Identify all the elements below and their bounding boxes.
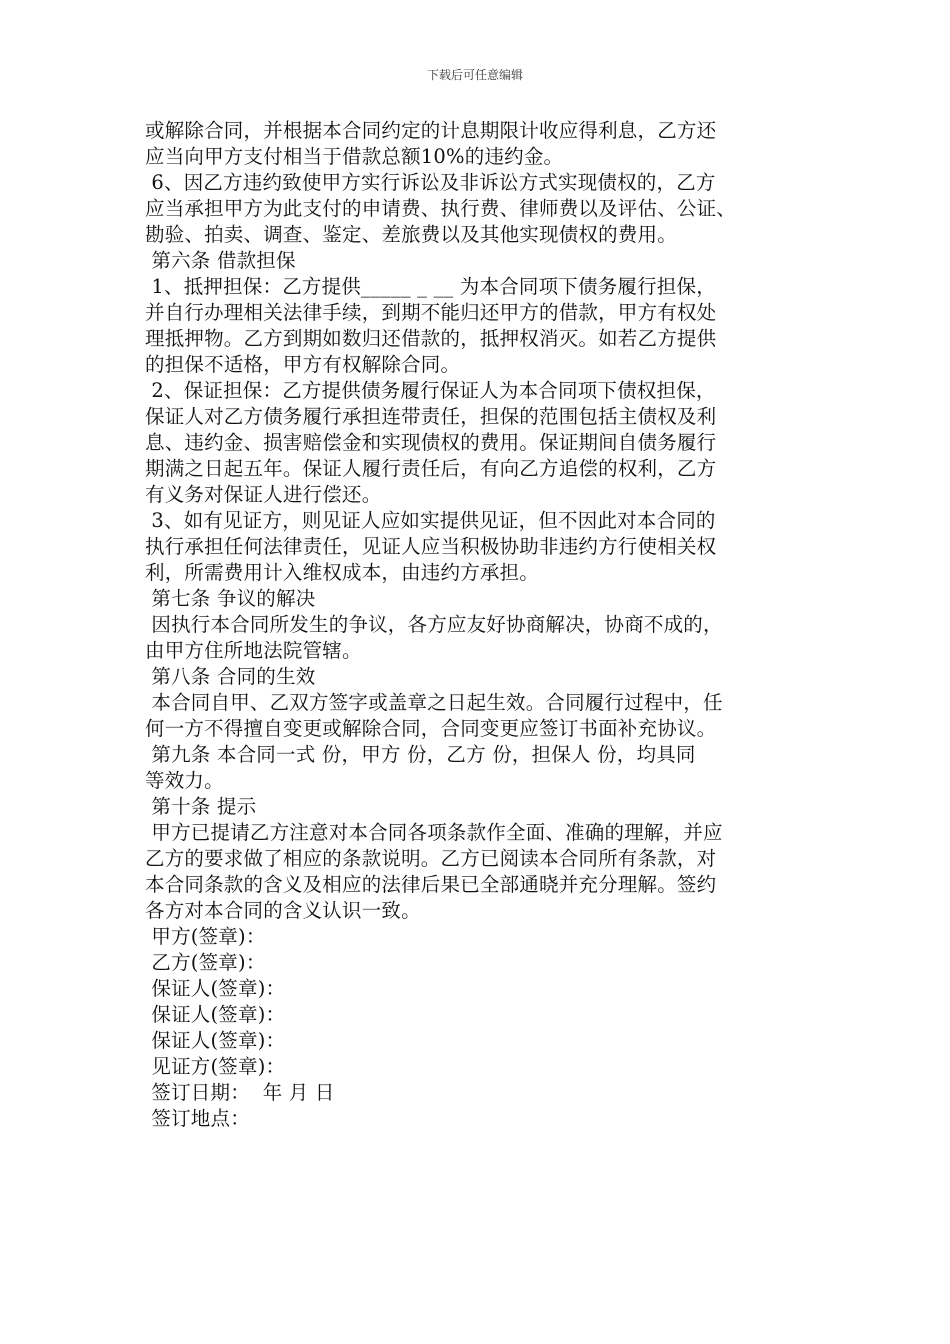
text-line: 3、如有见证方，则见证人应如实提供见证，但不因此对本合同的 bbox=[145, 509, 716, 532]
signature-line-witness: 见证方(签章)： bbox=[145, 1055, 286, 1078]
text-line: 甲方已提请乙方注意对本合同各项条款作全面、准确的理解，并应 bbox=[145, 821, 723, 844]
text-line: 6、因乙方违约致使甲方实行诉讼及非诉讼方式实现债权的，乙方 bbox=[145, 171, 716, 194]
section-heading: 第八条 合同的生效 bbox=[145, 665, 316, 688]
text-line: 应当承担甲方为此支付的申请费、执行费、律师费以及评估、公证、 bbox=[145, 197, 737, 220]
signature-line-party-b: 乙方(签章)： bbox=[145, 951, 266, 974]
text-line: 乙方的要求做了相应的条款说明。乙方已阅读本合同所有条款，对 bbox=[145, 847, 717, 870]
text-line: 因执行本合同所发生的争议，各方应友好协商解决，协商不成的， bbox=[145, 613, 723, 636]
text-line: 2、保证担保：乙方提供债务履行保证人为本合同项下债权担保， bbox=[145, 379, 716, 402]
signature-line-party-a: 甲方(签章)： bbox=[145, 925, 266, 948]
section-heading: 第九条 本合同一式 份，甲方 份，乙方 份，担保人 份，均具同 bbox=[145, 743, 696, 766]
section-heading: 第十条 提示 bbox=[145, 795, 257, 818]
text-line: 息、违约金、损害赔偿金和实现债权的费用。保证期间自债务履行 bbox=[145, 431, 717, 454]
signature-line-guarantor: 保证人(签章)： bbox=[145, 977, 286, 1000]
text-line: 执行承担任何法律责任，见证人应当积极协助非违约方行使相关权 bbox=[145, 535, 717, 558]
page-header-note: 下载后可任意编辑 bbox=[426, 68, 523, 82]
text-line: 本合同自甲、乙双方签字或盖章之日起生效。合同履行过程中，任 bbox=[145, 691, 723, 714]
signing-date-line: 签订日期： 年 月 日 bbox=[145, 1081, 335, 1104]
section-heading: 第七条 争议的解决 bbox=[145, 587, 316, 610]
signature-line-guarantor: 保证人(签章)： bbox=[145, 1003, 286, 1026]
text-line: 利，所需费用计入维权成本，由违约方承担。 bbox=[145, 561, 540, 584]
text-line: 并自行办理相关法律手续，到期不能归还甲方的借款，甲方有权处 bbox=[145, 301, 717, 324]
text-line: 应当向甲方支付相当于借款总额10%的违约金。 bbox=[145, 145, 564, 168]
section-heading: 第六条 借款担保 bbox=[145, 249, 296, 272]
text-line: 勘验、拍卖、调查、鉴定、差旅费以及其他实现债权的费用。 bbox=[145, 223, 677, 246]
text-line: 等效力。 bbox=[145, 769, 224, 792]
signing-place-line: 签订地点： bbox=[145, 1107, 250, 1130]
text-line: 各方对本合同的含义认识一致。 bbox=[145, 899, 421, 922]
text-line: 由甲方住所地法院管辖。 bbox=[145, 639, 362, 662]
text-line: 有义务对保证人进行偿还。 bbox=[145, 483, 382, 506]
document-body bbox=[145, 118, 815, 1132]
text-line: 1、抵押担保：乙方提供_____ _ __ 为本合同项下债务履行担保， bbox=[145, 275, 716, 298]
text-line: 的担保不适格，甲方有权解除合同。 bbox=[145, 353, 461, 376]
text-line: 期满之日起五年。保证人履行责任后，有向乙方追偿的权利，乙方 bbox=[145, 457, 717, 480]
text-line: 本合同条款的含义及相应的法律后果已全部通晓并充分理解。签约 bbox=[145, 873, 717, 896]
text-line: 保证人对乙方债务履行承担连带责任，担保的范围包括主债权及利 bbox=[145, 405, 717, 428]
text-line: 何一方不得擅自变更或解除合同，合同变更应签订书面补充协议。 bbox=[145, 717, 717, 740]
text-line: 或解除合同，并根据本合同约定的计息期限计收应得利息，乙方还 bbox=[145, 119, 717, 142]
text-line: 理抵押物。乙方到期如数归还借款的，抵押权消灭。如若乙方提供 bbox=[145, 327, 717, 350]
signature-line-guarantor: 保证人(签章)： bbox=[145, 1029, 286, 1052]
